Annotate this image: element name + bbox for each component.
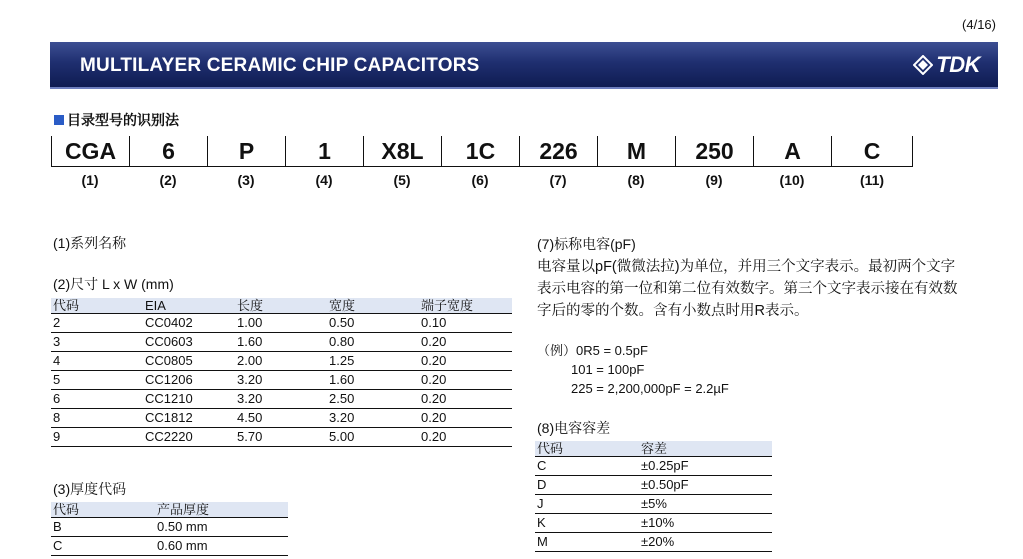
table-row [51, 428, 512, 447]
table-cell: 1.60 [327, 371, 419, 390]
table-cell: ±0.50pF [639, 476, 772, 495]
table-row [51, 537, 288, 556]
table-row [51, 333, 512, 352]
table-cell: ±0.25pF [639, 457, 772, 476]
table-cell: 3 [51, 333, 143, 352]
table-cell: M [535, 533, 639, 552]
code-segment: CGA [51, 136, 129, 166]
table-cell: 3.20 [327, 409, 419, 428]
description-line: 电容量以pF(微微法拉)为单位，并用三个文字表示。最初两个文字 [537, 259, 956, 275]
table-cell: CC1210 [143, 390, 235, 409]
table-cell: CC2220 [143, 428, 235, 447]
table-cell: 2.50 [327, 390, 419, 409]
table-cell: CC0603 [143, 333, 235, 352]
table-row [51, 390, 512, 409]
header-banner [50, 42, 998, 89]
code-segment: M [597, 136, 675, 166]
description-line: 字后的零的个数。含有小数点时用R表示。 [537, 303, 809, 319]
table-header: 长度 [235, 298, 327, 314]
code-number: (11) [859, 172, 885, 188]
tolerance-table [535, 441, 772, 552]
table-cell: 0.20 [419, 428, 512, 447]
code-number: (9) [705, 172, 723, 188]
table-cell: B [51, 518, 155, 537]
code-segment: P [207, 136, 285, 166]
code-number: (3) [237, 172, 255, 188]
table-cell: 0.20 [419, 390, 512, 409]
code-segment: 250 [675, 136, 753, 166]
table-header: 容差 [639, 441, 772, 457]
example-label: （例） [537, 343, 577, 358]
example-line: 101 = 100pF [571, 362, 645, 377]
table-row [51, 352, 512, 371]
capacitance-title: (7)标称电容(pF) [537, 236, 636, 252]
section-heading [54, 110, 179, 130]
table-cell: CC0402 [143, 314, 235, 333]
table-cell: 4 [51, 352, 143, 371]
code-segment: 1C [441, 136, 519, 166]
table-cell: 6 [51, 390, 143, 409]
tdk-logo [913, 52, 980, 78]
table-header: 端子宽度 [419, 298, 512, 314]
size-table-title: (2)尺寸 L x W (mm) [53, 276, 174, 292]
code-number: (6) [471, 172, 489, 188]
table-cell: J [535, 495, 639, 514]
table-cell: C [51, 537, 155, 556]
table-cell: 0.50 [327, 314, 419, 333]
code-segment: C [831, 136, 913, 166]
table-cell: 3.20 [235, 390, 327, 409]
code-number: (2) [159, 172, 177, 188]
table-cell: 5 [51, 371, 143, 390]
table-cell: 9 [51, 428, 143, 447]
table-cell: CC1206 [143, 371, 235, 390]
description-line: 表示电容的第一位和第二位有效数字。第三个文字表示接在有效数 [537, 281, 958, 297]
code-segment: X8L [363, 136, 441, 166]
table-cell: 0.10 [419, 314, 512, 333]
table-header-row [51, 502, 288, 518]
size-table [51, 298, 512, 447]
table-row [535, 533, 772, 552]
table-cell: 0.20 [419, 333, 512, 352]
square-bullet-icon [54, 115, 64, 125]
table-cell: CC0805 [143, 352, 235, 371]
thickness-table [51, 502, 288, 556]
example-line: 225 = 2,200,000pF = 2.2µF [571, 381, 729, 396]
table-cell: 1.60 [235, 333, 327, 352]
table-cell: K [535, 514, 639, 533]
table-header: 代码 [535, 441, 639, 457]
table-header: 代码 [51, 502, 155, 518]
table-cell: ±20% [639, 533, 772, 552]
series-name-title: (1)系列名称 [53, 235, 127, 251]
code-segment: 1 [285, 136, 363, 166]
table-cell: 0.20 [419, 409, 512, 428]
table-cell: 0.20 [419, 371, 512, 390]
table-cell: ±10% [639, 514, 772, 533]
capacitance-examples [537, 341, 729, 398]
code-number: (4) [315, 172, 333, 188]
code-number: (7) [549, 172, 567, 188]
table-row [535, 495, 772, 514]
table-header-row [535, 441, 772, 457]
example-line: 0R5 = 0.5pF [576, 343, 648, 358]
table-cell: C [535, 457, 639, 476]
table-cell: 0.50 mm [155, 518, 288, 537]
table-cell: CC1812 [143, 409, 235, 428]
tdk-emblem-icon [913, 55, 933, 75]
code-number: (5) [393, 172, 411, 188]
table-cell: D [535, 476, 639, 495]
code-number: (8) [627, 172, 645, 188]
code-number: (1) [81, 172, 99, 188]
table-row [535, 514, 772, 533]
part-code-row [51, 136, 913, 166]
thickness-table-title: (3)厚度代码 [53, 481, 127, 497]
table-row [535, 457, 772, 476]
table-cell: 5.00 [327, 428, 419, 447]
table-cell: 1.00 [235, 314, 327, 333]
code-segment: 226 [519, 136, 597, 166]
table-header: 宽度 [327, 298, 419, 314]
table-cell: 2.00 [235, 352, 327, 371]
code-number: (10) [779, 172, 805, 188]
table-row [535, 476, 772, 495]
table-cell: 8 [51, 409, 143, 428]
table-cell: 3.20 [235, 371, 327, 390]
table-header: 产品厚度 [155, 502, 288, 518]
table-cell: 0.60 mm [155, 537, 288, 556]
table-row [51, 409, 512, 428]
table-row [51, 518, 288, 537]
code-segment: 6 [129, 136, 207, 166]
table-row [51, 371, 512, 390]
table-cell: 4.50 [235, 409, 327, 428]
part-code-numbers [51, 172, 913, 188]
tolerance-table-title: (8)电容容差 [537, 420, 611, 436]
page-number: (4/16) [962, 17, 996, 32]
code-underline [51, 166, 913, 167]
table-header: 代码 [51, 298, 143, 314]
table-cell: 5.70 [235, 428, 327, 447]
code-segment: A [753, 136, 831, 166]
table-cell: 1.25 [327, 352, 419, 371]
table-cell: ±5% [639, 495, 772, 514]
table-cell: 0.20 [419, 352, 512, 371]
logo-text: TDK [936, 52, 980, 77]
table-header-row [51, 298, 512, 314]
capacitance-description [537, 256, 997, 322]
table-cell: 0.80 [327, 333, 419, 352]
banner-title: MULTILAYER CERAMIC CHIP CAPACITORS [80, 55, 480, 76]
table-header: EIA [143, 298, 235, 314]
table-cell: 2 [51, 314, 143, 333]
section-title: 目录型号的识别法 [67, 112, 179, 128]
table-row [51, 314, 512, 333]
